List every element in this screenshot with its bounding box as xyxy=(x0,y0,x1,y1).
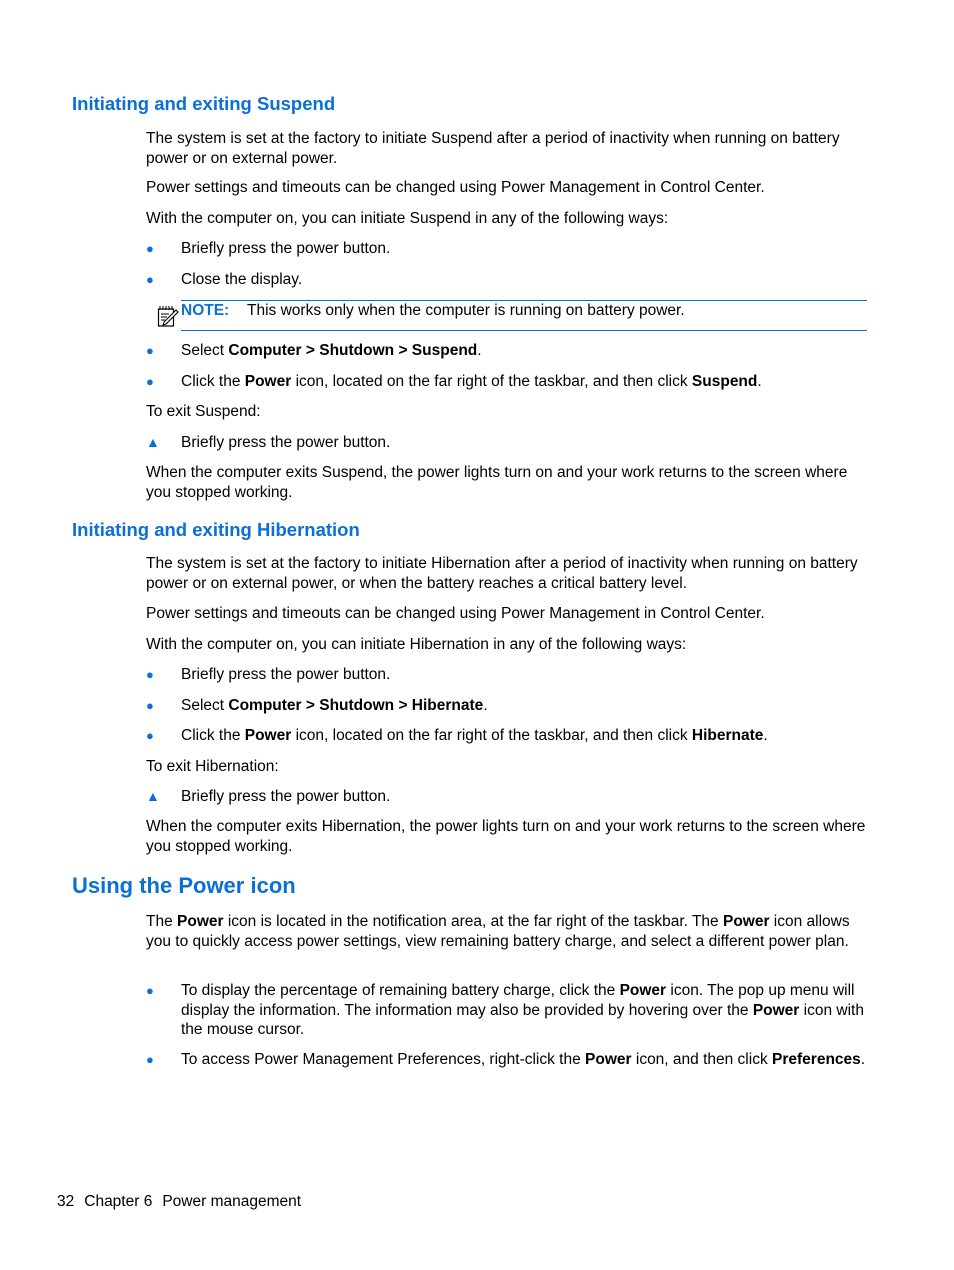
bullet-icon: ● xyxy=(146,343,154,358)
paragraph: With the computer on, you can initiate Suspend in any of the following ways: xyxy=(146,210,669,227)
paragraph: The system is set at the factory to initiate Suspend after a period of inactivity when running on battery power or on external power. xyxy=(146,130,840,167)
note-label: NOTE: xyxy=(181,302,230,319)
paragraph: To exit Hibernation: xyxy=(146,758,279,775)
footer-title: Power management xyxy=(162,1193,302,1210)
note-rule-bottom xyxy=(181,330,867,331)
paragraph: To exit Suspend: xyxy=(146,403,261,420)
bullet-icon: ● xyxy=(146,983,154,998)
paragraph: The system is set at the factory to initiate Hibernation after a period of inactivity when running on battery power or on external power, or when the battery reaches a critical battery level. xyxy=(146,555,858,592)
paragraph: With the computer on, you can initiate Hibernation in any of the following ways: xyxy=(146,636,687,653)
paragraph: When the computer exits Hibernation, the power lights turn on and your work returns to the screen where you stopped working. xyxy=(146,818,866,855)
bullet-icon: ● xyxy=(146,272,154,287)
bullet-icon: ● xyxy=(146,1052,154,1067)
paragraph: When the computer exits Suspend, the power lights turn on and your work returns to the screen where you stopped working. xyxy=(146,464,848,501)
note-box xyxy=(157,300,867,331)
bullet-icon: ● xyxy=(146,667,154,682)
section-heading-suspend: Initiating and exiting Suspend xyxy=(72,93,336,114)
paragraph: Power settings and timeouts can be changed using Power Management in Control Center. xyxy=(146,179,765,196)
page-number: 32 xyxy=(57,1193,75,1210)
page-footer xyxy=(57,1192,311,1211)
footer-chapter: Chapter 6 xyxy=(84,1193,153,1210)
section-heading-power-icon: Using the Power icon xyxy=(72,873,296,898)
note-pencil-icon xyxy=(157,304,179,328)
bullet-icon: ● xyxy=(146,698,154,713)
paragraph: Power settings and timeouts can be changed using Power Management in Control Center. xyxy=(146,605,765,622)
section-heading-hibernation: Initiating and exiting Hibernation xyxy=(72,519,360,540)
bullet-icon: ● xyxy=(146,241,154,256)
paragraph: The Power icon is located in the notification area, at the far right of the taskbar. The Power icon allows you to quickly access power settings, view remaining battery charge, and select a different power plan. xyxy=(146,913,850,950)
step-triangle-icon: ▲ xyxy=(146,434,160,450)
note-text: This works only when the computer is running on battery power. xyxy=(247,302,685,319)
step-triangle-icon: ▲ xyxy=(146,788,160,804)
bullet-icon: ● xyxy=(146,728,154,743)
bullet-icon: ● xyxy=(146,374,154,389)
